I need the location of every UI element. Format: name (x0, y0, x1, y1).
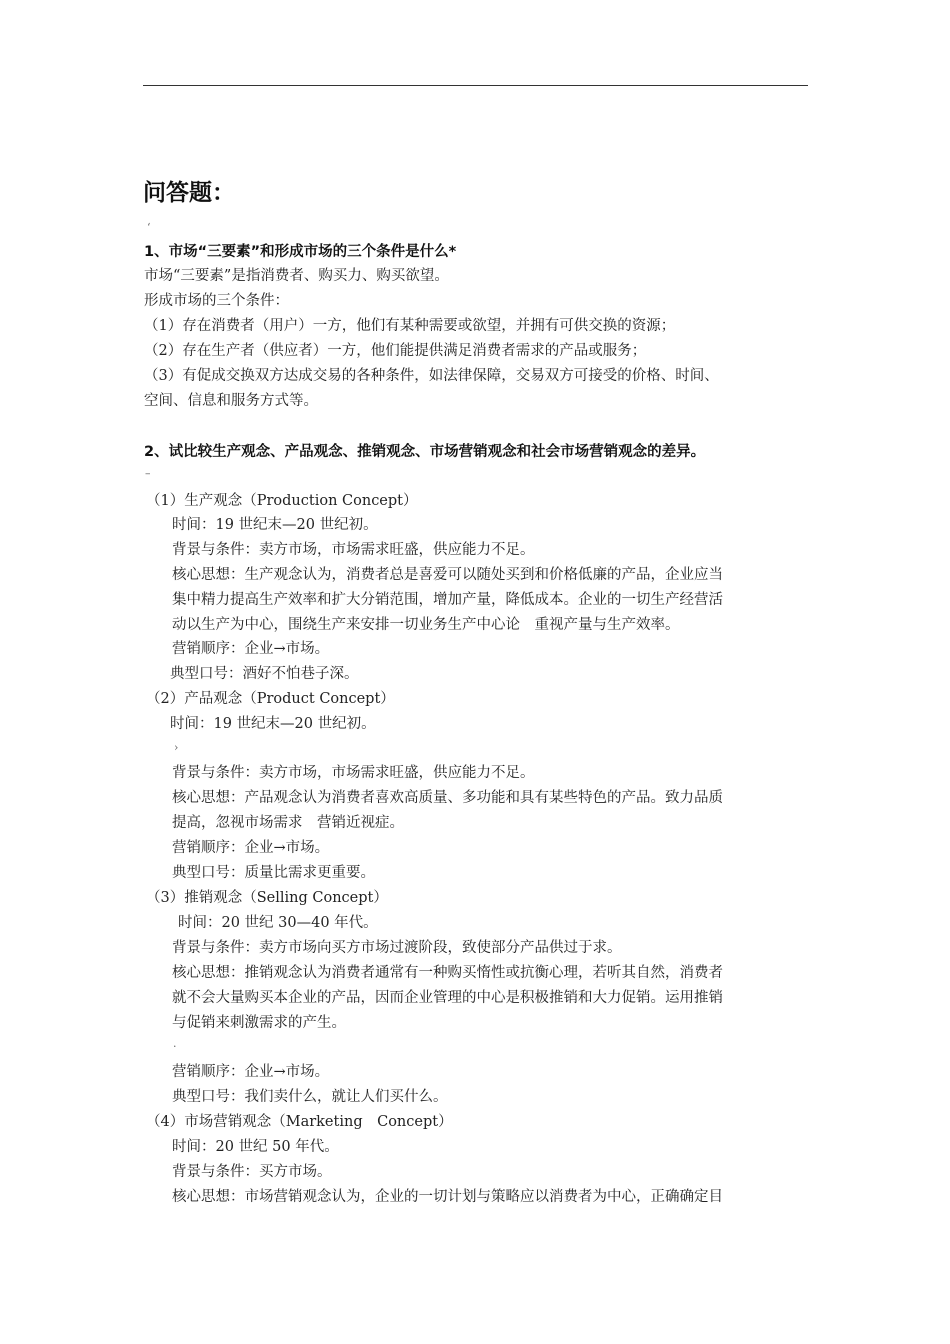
concept-3-order: 营销顺序：企业→市场。 (172, 1064, 330, 1080)
concept-2-title: （2）产品观念（Product Concept） (146, 691, 395, 707)
concept-2-slogan: 典型口号：质量比需求更重要。 (172, 865, 375, 881)
concept-3-core-line: 与促销来刺激需求的产生。 (172, 1015, 346, 1031)
header-rule (143, 85, 808, 86)
q1-line-3: （1）存在消费者（用户）一方，他们有某种需要或欲望，并拥有可供交换的资源； (144, 318, 676, 334)
concept-2-core-line: 提高，忽视市场需求 营销近视症。 (172, 815, 404, 831)
page-title: 问答题： (143, 180, 235, 206)
concept-4-title: （4）市场营销观念（Marketing Concept） (146, 1114, 453, 1130)
concept-2-order: 营销顺序：企业→市场。 (172, 840, 330, 856)
concept-3-slogan: 典型口号：我们卖什么，就让人们买什么。 (172, 1089, 448, 1105)
stray-mark: › (174, 741, 179, 754)
concept-1-slogan: 典型口号：酒好不怕巷子深。 (170, 666, 359, 682)
concept-1-core-line: 动以生产为中心，围绕生产来安排一切业务生产中心论 重视产量与生产效率。 (172, 617, 680, 633)
q1-line-5: （3）有促成交换双方达成交易的各种条件，如法律保障，交易双方可接受的价格、时间、 (144, 368, 719, 384)
concept-1-title: （1）生产观念（Production Concept） (146, 493, 418, 509)
concept-2-core-line: 核心思想：产品观念认为消费者喜欢高质量、多功能和具有某些特色的产品。致力品质 (172, 790, 723, 806)
concept-1-core-line: 集中精力提高生产效率和扩大分销范围，增加产量，降低成本。企业的一切生产经营活 (172, 592, 723, 608)
concept-3-background: 背景与条件：卖方市场向买方市场过渡阶段，致使部分产品供过于求。 (172, 940, 622, 956)
concept-2-background: 背景与条件：卖方市场，市场需求旺盛，供应能力不足。 (172, 765, 535, 781)
concept-4-background: 背景与条件：买方市场。 (172, 1164, 332, 1180)
question-1-heading: 1、市场“三要素”和形成市场的三个条件是什么* (144, 244, 457, 260)
q1-line-4: （2）存在生产者（供应者）一方，他们能提供满足消费者需求的产品或服务； (144, 343, 647, 359)
question-2-heading: 2、试比较生产观念、产品观念、推销观念、市场营销观念和社会市场营销观念的差异。 (144, 444, 706, 460)
q1-line-2: 形成市场的三个条件： (144, 293, 289, 309)
concept-3-core-line: 就不会大量购买本企业的产品，因而企业管理的中心是积极推销和大力促销。运用推销 (172, 990, 723, 1006)
concept-2-time: 时间：19 世纪末—20 世纪初。 (170, 716, 376, 732)
concept-1-core-line: 核心思想：生产观念认为，消费者总是喜爱可以随处买到和价格低廉的产品，企业应当 (172, 567, 723, 583)
concept-1-time: 时间：19 世纪末—20 世纪初。 (172, 517, 378, 533)
concept-4-time: 时间：20 世纪 50 年代。 (172, 1139, 339, 1155)
q1-line-1: 市场“三要素”是指消费者、购买力、购买欲望。 (144, 268, 449, 284)
concept-1-background: 背景与条件：卖方市场，市场需求旺盛，供应能力不足。 (172, 542, 535, 558)
concept-1-order: 营销顺序：企业→市场。 (172, 641, 330, 657)
concept-3-core-line: 核心思想：推销观念认为消费者通常有一种购买惰性或抗衡心理，若听其自然，消费者 (172, 965, 723, 981)
stray-mark: · (173, 1040, 177, 1053)
concept-4-core-line: 核心思想：市场营销观念认为，企业的一切计划与策略应以消费者为中心，正确确定目 (172, 1189, 723, 1205)
concept-3-title: （3）推销观念（Selling Concept） (146, 890, 388, 906)
concept-3-time: 时间：20 世纪 30—40 年代。 (178, 915, 378, 931)
stray-mark: – (145, 467, 151, 480)
stray-mark: ‘ (147, 221, 151, 234)
q1-line-6: 空间、信息和服务方式等。 (144, 393, 318, 409)
